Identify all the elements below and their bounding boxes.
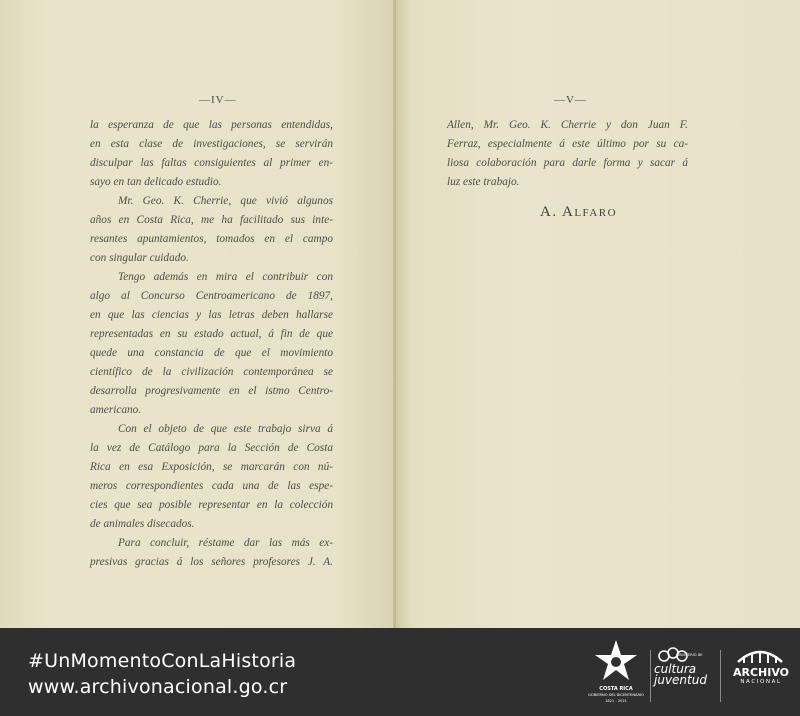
sponsor-logos (588, 636, 798, 712)
right-page (396, 0, 800, 628)
text-line: Ferraz, especialmente á este último por su ca- (447, 138, 688, 150)
text-line: desarrolla progresivamente en el istmo Centro- (90, 385, 333, 397)
text-line: años en Costa Rica, me ha facilitado sus inte- (90, 214, 333, 226)
logo-divider (650, 650, 651, 702)
hashtag-text: #UnMomentoConLaHistoria (28, 650, 297, 672)
text-line: cies que sea posible representar en la colección (90, 499, 333, 511)
logo-caption: 1821 - 2021 (605, 699, 627, 703)
text-line: Mr. Geo. K. Cherrie, que vivió algunos (118, 195, 333, 207)
author-signature: A. Alfaro (540, 204, 618, 220)
text-line: representadas en su estado actual, á fin de que (90, 328, 333, 340)
text-line: en esta clase de investigaciones, se servirán (90, 138, 333, 150)
logo-caption: GOBIERNO DEL BICENTENARIO (588, 693, 644, 697)
logo-divider (720, 650, 721, 702)
logo-caption: cultura (654, 662, 697, 676)
text-line: americano. (90, 404, 142, 416)
footer-banner (0, 628, 800, 716)
logo-caption: juventud (654, 673, 707, 687)
left-page-text (90, 116, 333, 572)
text-line: en que las ciencias y las letras deben hallarse (90, 309, 333, 321)
archivo-nacional-logo (726, 648, 796, 698)
building-icon (736, 648, 784, 664)
text-line: Allen, Mr. Geo. K. Cherrie y don Juan F. (447, 119, 688, 131)
cultura-juventud-logo (654, 646, 714, 696)
logo-caption: MINISTERIO DE (676, 653, 703, 657)
text-line: Rica en esa Exposición, se marcarán con nú- (90, 461, 333, 473)
text-line: con singular cuidado. (90, 252, 189, 264)
left-page (0, 0, 396, 628)
text-line: quede una constancia de que el movimiento (90, 347, 333, 359)
text-line: resantes apuntamientos, tomados en el campo (90, 233, 333, 245)
text-line: sayo en tan delicado estudio. (90, 176, 222, 188)
text-line: Para concluir, réstame dar las más ex- (118, 537, 333, 549)
logo-caption: NACIONAL (740, 679, 782, 685)
left-page-number: —IV— (199, 94, 237, 106)
logo-caption: COSTA RICA (599, 686, 633, 692)
text-line: la vez de Catálogo para la Sección de Costa (90, 442, 333, 454)
text-line: presivas gracias á los señores profesores J. A. (90, 556, 333, 568)
text-line: Tengo además en mira el contribuir con (118, 271, 333, 283)
website-link[interactable]: www.archivonacional.go.cr (28, 676, 288, 698)
text-line: la esperanza de que las personas entendidas, (90, 119, 333, 131)
text-line: Con el objeto de que este trabajo sirva á (118, 423, 333, 435)
logo-caption: ARCHIVO (732, 666, 790, 679)
right-page-number: —V— (554, 94, 587, 106)
text-line: científico de la civilización contemporánea se (90, 366, 333, 378)
bicentenario-logo (588, 636, 644, 712)
star-emblem-icon (588, 638, 644, 684)
text-line: algo al Concurso Centroamericano de 1897, (90, 290, 333, 302)
text-line: luz este trabajo. (447, 176, 520, 188)
text-line: liosa colaboración para darle forma y sacar á (447, 157, 688, 169)
text-line: meros correspondientes cada una de las espe- (90, 480, 333, 492)
right-page-text (447, 116, 688, 192)
text-line: disculpar las faltas consiguientes al primer en- (90, 157, 333, 169)
text-line: de animales disecados. (90, 518, 195, 530)
